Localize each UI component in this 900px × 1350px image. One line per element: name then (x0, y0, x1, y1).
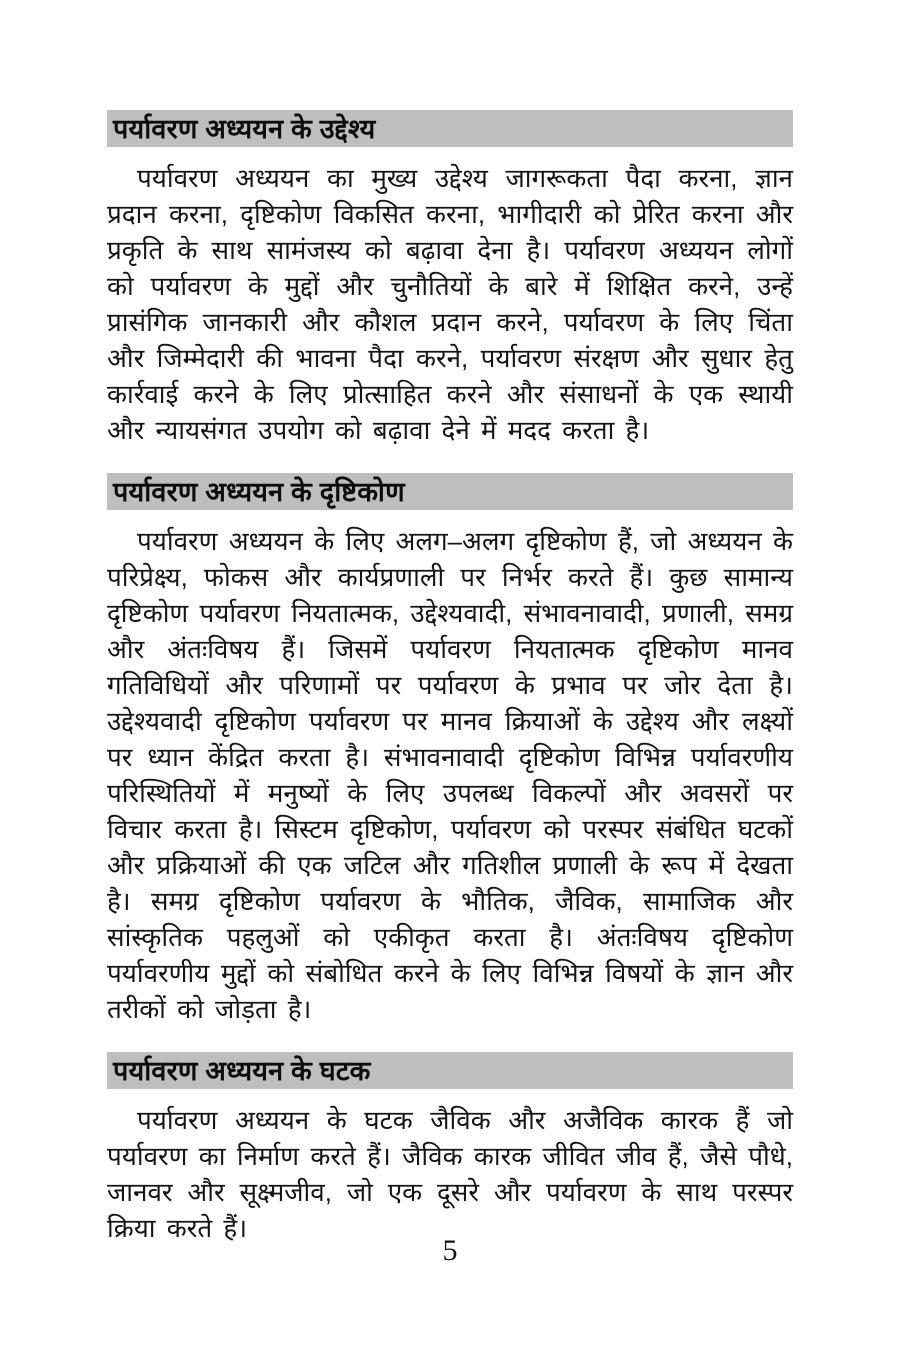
section-components (107, 1052, 793, 1246)
section-paragraph-approaches: पर्यावरण अध्ययन के लिए अलग–अलग दृष्टिकोण हैं, जो अध्ययन के परिप्रेक्ष्य, फोकस और कार्यप्रणाली पर निर्भर करते हैं। कुछ सामान्य दृष्टिकोण पर्यावरण नियतात्मक, उद्देश्यवादी, संभावनावादी, प्रणाली, समग्र और अंतःविषय हैं। जिसमें पर्यावरण नियतात्मक दृष्टिकोण मानव गतिविधियों और परिणामों पर पर्यावरण के प्रभाव पर जोर देता है। उद्देश्यवादी दृष्टिकोण पर्यावरण पर मानव क्रियाओं के उद्देश्य और लक्ष्यों पर ध्यान केंद्रित करता है। संभावनावादी दृष्टिकोण विभिन्न पर्यावरणीय परिस्थितियों में मनुष्यों के लिए उपलब्ध विकल्पों और अवसरों पर विचार करता है। सिस्टम दृष्टिकोण, पर्यावरण को परस्पर संबंधित घटकों और प्रक्रियाओं की एक जटिल और गतिशील प्रणाली के रूप में देखता है। समग्र दृष्टिकोण पर्यावरण के भौतिक, जैविक, सामाजिक और सांस्कृतिक पहलुओं को एकीकृत करता है। अंतःविषय दृष्टिकोण पर्यावरणीय मुद्दों को संबोधित करने के लिए विभिन्न विषयों के ज्ञान और तरीकों को जोड़ता है। (107, 526, 793, 1024)
section-paragraph-objectives: पर्यावरण अध्ययन का मुख्य उद्देश्य जागरूकता पैदा करना, ज्ञान प्रदान करना, दृष्टिकोण विकसित करना, भागीदारी को प्रेरित करना और प्रकृति के साथ सामंजस्य को बढ़ावा देना है। पर्यावरण अध्ययन लोगों को पर्यावरण के मुद्दों और चुनौतियों के बारे में शिक्षित करने, उन्हें प्रासंगिक जानकारी और कौशल प्रदान करने, पर्यावरण के लिए चिंता और जिम्मेदारी की भावना पैदा करने, पर्यावरण संरक्षण और सुधार हेतु कार्रवाई करने के लिए प्रोत्साहित करने और संसाधनों के एक स्थायी और न्यायसंगत उपयोग को बढ़ावा देने में मदद करता है। (107, 163, 793, 445)
section-heading-components: पर्यावरण अध्ययन के घटक (107, 1052, 793, 1089)
section-heading-objectives: पर्यावरण अध्ययन के उद्देश्य (107, 110, 793, 147)
section-approaches (107, 473, 793, 1027)
page-content (107, 110, 793, 1246)
section-paragraph-components: पर्यावरण अध्ययन के घटक जैविक और अजैविक कारक हैं जो पर्यावरण का निर्माण करते हैं। जैविक कारक जीवित जीव हैं, जैसे पौधे, जानवर और सूक्ष्मजीव, जो एक दूसरे और पर्यावरण के साथ परस्पर क्रिया करते हैं। (107, 1105, 793, 1243)
section-heading-approaches: पर्यावरण अध्ययन के दृष्टिकोण (107, 473, 793, 510)
page-number: 5 (442, 1234, 458, 1267)
section-objectives (107, 110, 793, 448)
